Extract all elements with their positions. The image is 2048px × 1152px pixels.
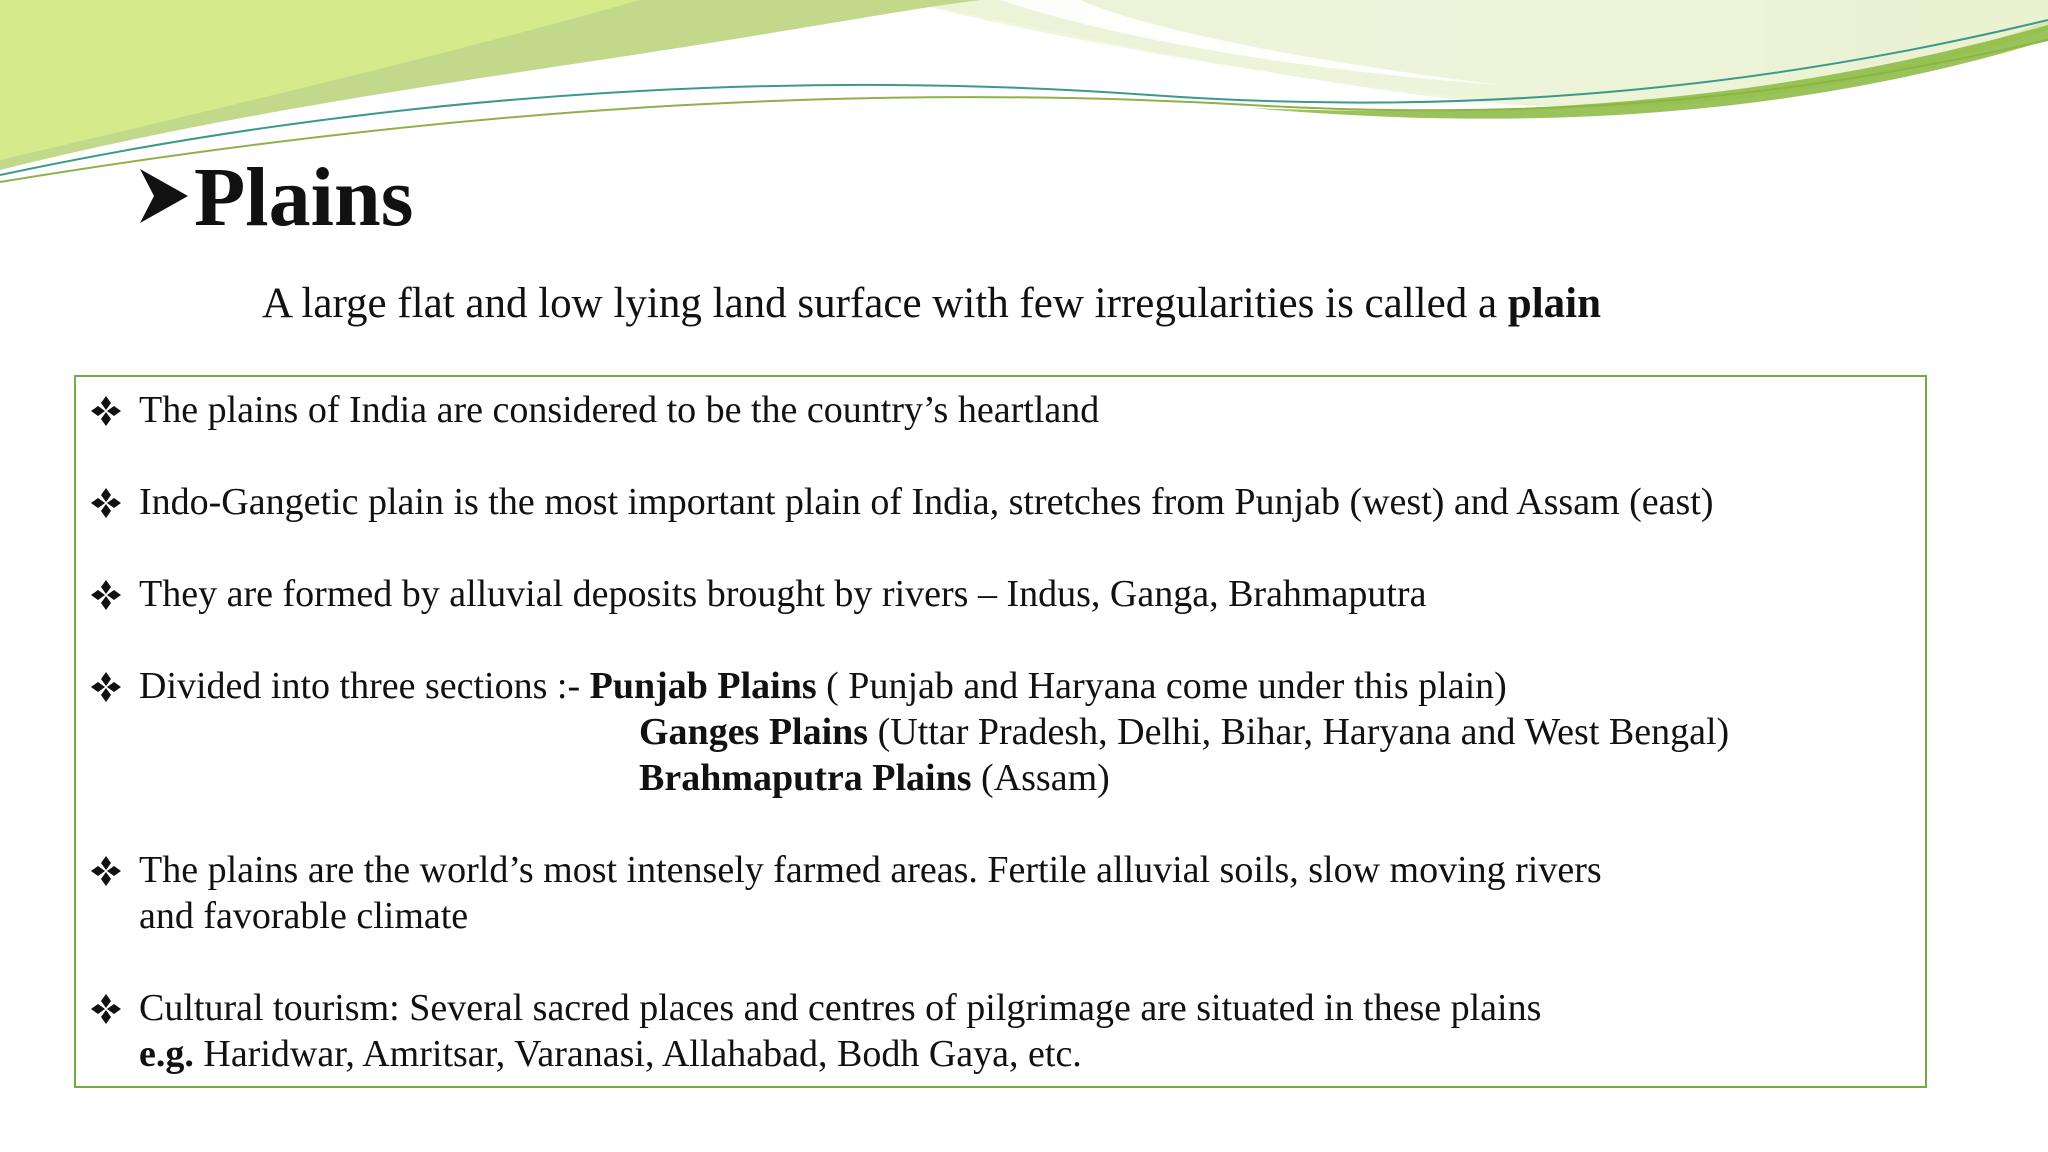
- point-text: They are formed by alluvial deposits brought by rivers – Indus, Ganga, Brahmaputra: [139, 573, 1427, 615]
- four-diamond-bullet-icon: [90, 487, 122, 519]
- arrowhead-bullet-icon: [138, 167, 190, 225]
- section-detail: (Uttar Pradesh, Delhi, Bihar, Haryana and West Bengal): [868, 711, 1730, 753]
- four-diamond-bullet-icon: [90, 671, 122, 703]
- four-diamond-bullet-icon: [90, 579, 122, 611]
- four-diamond-bullet-icon: [90, 395, 122, 427]
- point-text: Cultural tourism: Several sacred places and centres of pilgrimage are situated in these plains: [139, 987, 1542, 1029]
- sections-lead: Divided into three sections :-: [139, 665, 590, 707]
- content-box: [74, 375, 1927, 1088]
- point-text: The plains of India are considered to be the country’s heartland: [139, 389, 1100, 431]
- definition-body: A large flat and low lying land surface with few irregularities is called a: [262, 280, 1508, 327]
- section-detail: ( Punjab and Haryana come under this plain): [816, 665, 1507, 707]
- point-text-continued: [139, 1031, 1082, 1077]
- four-diamond-bullet-icon: [90, 993, 122, 1025]
- slide-title-text: Plains: [194, 151, 414, 244]
- definition-term: plain: [1507, 280, 1602, 327]
- four-diamond-bullet-icon: [90, 855, 122, 887]
- point-text-continued: and favorable climate: [139, 895, 469, 937]
- point-text: The plains are the world’s most intensely farmed areas. Fertile alluvial soils, slow moving rivers: [139, 849, 1602, 891]
- sections-line-3: [639, 755, 1110, 801]
- definition-text: [262, 276, 1601, 332]
- point-text: Indo-Gangetic plain is the most important plain of India, stretches from Punjab (west) and Assam (east): [139, 481, 1714, 523]
- eg-places: Haridwar, Amritsar, Varanasi, Allahabad, Bodh Gaya, etc.: [193, 1033, 1082, 1075]
- section-name: Ganges Plains: [639, 711, 869, 753]
- section-name: Brahmaputra Plains: [639, 757, 972, 799]
- sections-line-1: [139, 663, 1507, 709]
- sections-line-2: [639, 709, 1729, 755]
- section-detail: (Assam): [971, 757, 1110, 799]
- slide-title: [138, 151, 414, 244]
- eg-label: e.g.: [139, 1033, 194, 1075]
- section-name: Punjab Plains: [589, 665, 817, 707]
